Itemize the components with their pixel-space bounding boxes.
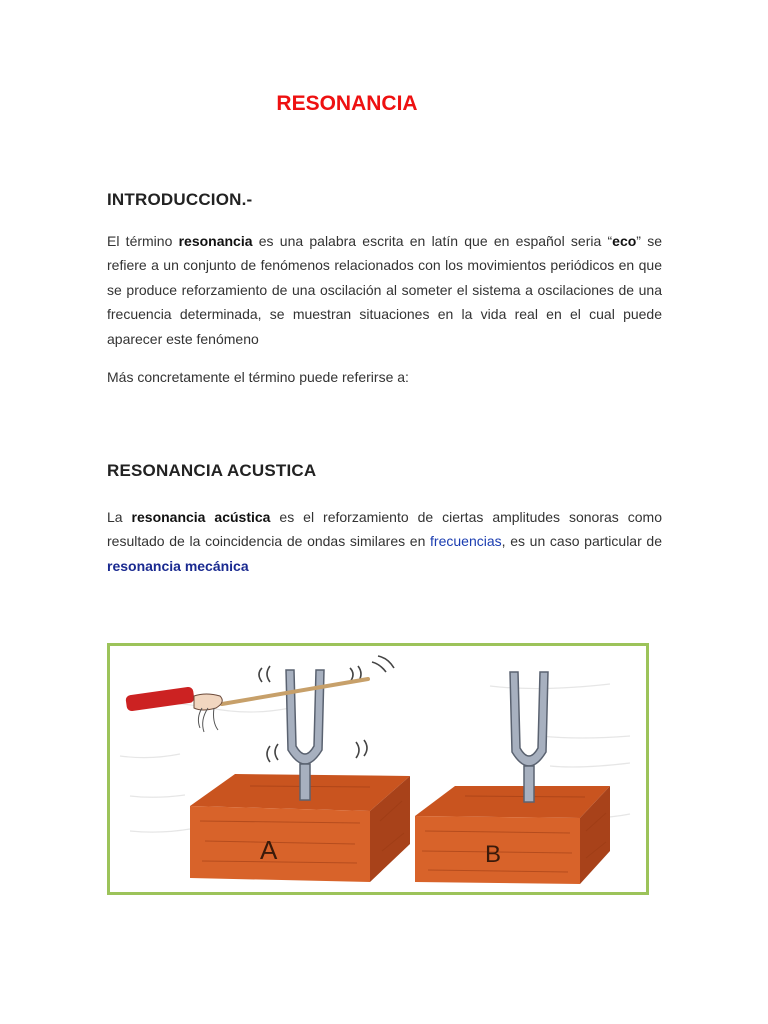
link-frecuencias[interactable]: frecuencias xyxy=(430,533,502,550)
term-resonancia: resonancia xyxy=(178,233,253,249)
acoustic-heading: RESONANCIA ACUSTICA xyxy=(107,461,317,480)
tuning-fork-illustration xyxy=(107,643,649,895)
acoustic-text-1: La xyxy=(107,509,132,525)
page-title: RESONANCIA xyxy=(276,92,418,115)
intro-paragraph-2: Más concretamente el término puede referirse a: xyxy=(107,369,409,385)
intro-text-2: es una palabra escrita en latín que en español seria “ xyxy=(252,233,613,249)
term-resonancia-acustica: resonancia acústica xyxy=(131,509,271,525)
intro-text-3: ” se refiere a un conjunto de fenómenos relacionados con los movimientos periódicos en que se produce reforzamiento de una oscilación al someter el sistema a oscilaciones de una frecuencia determinada, se muestran situaciones en la vida real en el cual puede aparecer este fenómeno xyxy=(107,233,662,347)
striker-stick xyxy=(125,679,368,732)
intro-paragraph xyxy=(107,229,662,351)
vibration-marks xyxy=(259,656,394,762)
tuning-fork-drawing xyxy=(110,646,646,892)
resonance-box-b xyxy=(415,786,610,884)
acoustic-paragraph xyxy=(107,505,662,578)
term-eco: eco xyxy=(612,233,637,249)
box-a-label: A xyxy=(260,835,278,865)
intro-heading: INTRODUCCION.- xyxy=(107,190,253,209)
box-b-label: B xyxy=(485,841,502,868)
link-resonancia-mecanica[interactable]: resonancia mecánica xyxy=(107,557,249,574)
intro-text-1: El término xyxy=(107,233,179,249)
tuning-fork-b xyxy=(510,672,548,802)
acoustic-text-2: es el reforzamiento de ciertas amplitudes sonoras como resultado de la coincidencia de ondas similares en xyxy=(107,509,662,550)
acoustic-text-3: , es un caso particular de xyxy=(501,533,662,550)
